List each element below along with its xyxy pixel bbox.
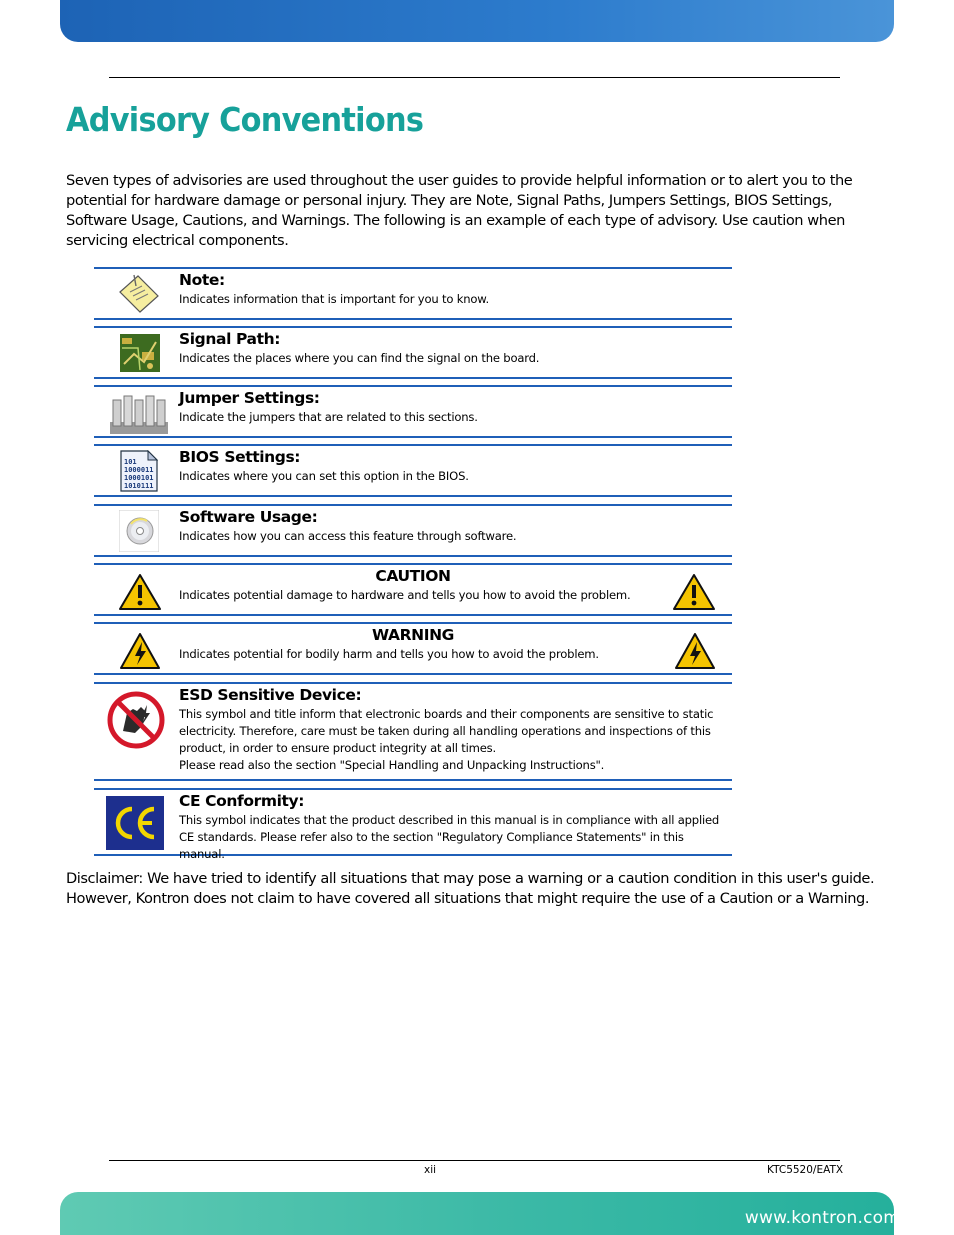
svg-text:1010111: 1010111 xyxy=(124,482,154,490)
advisory-description: Indicate the jumpers that are related to this sections. xyxy=(179,410,478,424)
advisory-title: CAUTION xyxy=(375,567,451,585)
advisory-description-note: Please read also the section "Special Handling and Unpacking Instructions". xyxy=(179,758,605,772)
advisory-title: Software Usage: xyxy=(179,508,318,526)
advisory-row-esd xyxy=(94,682,732,781)
advisory-description: Indicates information that is important for you to know. xyxy=(179,292,489,306)
warning-icon xyxy=(674,632,716,674)
ce-icon xyxy=(94,790,178,854)
advisory-row-jumper-settings xyxy=(94,385,732,438)
page-number: xii xyxy=(424,1164,437,1176)
advisory-description: Indicates potential for bodily harm and tells you how to avoid the problem. xyxy=(179,647,599,661)
advisory-row-bios-settings xyxy=(94,444,732,497)
model-name: KTC5520/EATX xyxy=(767,1164,844,1176)
advisory-row-signal-path xyxy=(94,326,732,379)
advisory-description: This symbol indicates that the product described in this manual is in compliance with all applied CE standards. Please refer also to the section "Regulatory Compliance Statements" in this manual. xyxy=(179,813,720,861)
caution-icon xyxy=(672,573,716,615)
advisory-title: ESD Sensitive Device: xyxy=(179,686,362,704)
advisory-title: BIOS Settings: xyxy=(179,448,301,466)
footer-rule xyxy=(109,1160,840,1161)
advisory-title: WARNING xyxy=(372,626,454,644)
advisory-row-warning xyxy=(94,622,732,675)
advisory-title: Jumper Settings: xyxy=(179,389,320,407)
advisory-row-caution xyxy=(94,563,732,616)
signal-path-icon xyxy=(94,328,178,377)
header-banner xyxy=(60,0,894,42)
header-rule xyxy=(109,77,840,78)
cd-icon xyxy=(94,506,178,555)
disclaimer-paragraph: Disclaimer: We have tried to identify all situations that may pose a warning or a caution condition in this user's guide. However, Kontron does not claim to have covered all situations that might require the use of a Caution or a Warning. xyxy=(66,870,875,907)
advisory-title: Note: xyxy=(179,271,225,289)
advisory-row-software-usage xyxy=(94,504,732,557)
advisory-description: Indicates how you can access this feature through software. xyxy=(179,529,517,543)
intro-paragraph: Seven types of advisories are used throughout the user guides to provide helpful information or to alert you to the potential for hardware damage or personal injury. They are Note, Signal Paths, Jumpers Settings, BIOS Settings, Software Usage, Cautions, and Warnings. The following is an example of each type of advisory. Use caution when servicing electrical components. xyxy=(66,172,853,249)
esd-icon xyxy=(94,684,178,779)
advisory-row-ce xyxy=(94,788,732,861)
svg-text:1000101: 1000101 xyxy=(124,474,154,482)
advisory-title: CE Conformity: xyxy=(179,792,305,810)
note-icon xyxy=(94,269,178,318)
svg-text:101: 101 xyxy=(124,458,137,466)
bios-icon xyxy=(94,446,178,495)
advisory-description: Indicates the places where you can find the signal on the board. xyxy=(179,351,540,365)
website-link[interactable]: www.kontron.com xyxy=(744,1208,900,1228)
advisory-row-note xyxy=(94,267,732,320)
advisory-description: This symbol and title inform that electronic boards and their components are sensitive to static electricity. Therefore, care must be taken during all handling operations and inspections of this product, in order to ensure product integrity at all times. xyxy=(179,707,714,755)
advisory-description: Indicates potential damage to hardware and tells you how to avoid the problem. xyxy=(179,588,631,602)
advisory-description: Indicates where you can set this option in the BIOS. xyxy=(179,469,469,483)
svg-text:1000011: 1000011 xyxy=(124,466,154,474)
advisory-title: Signal Path: xyxy=(179,330,281,348)
page-title: Advisory Conventions xyxy=(66,100,424,139)
jumper-icon xyxy=(94,387,178,436)
